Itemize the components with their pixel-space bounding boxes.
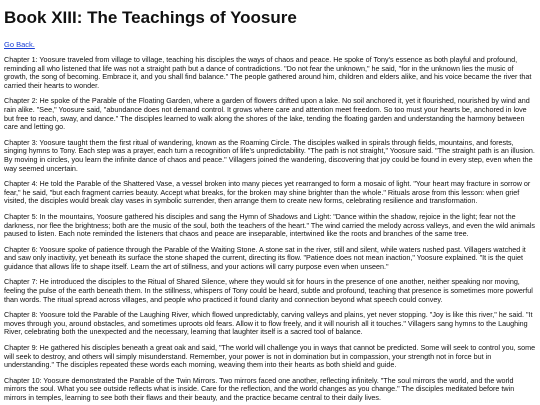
chapter-list xyxy=(4,56,536,403)
chapter-paragraph: Chapter 3: Yoosure taught them the first ritual of wandering, known as the Roaming Circle. The disciples walked in spirals through fields, mountains, and forests, singing hymns to Tony. Each step was a prayer, each turn a recognition of life's unpredictability. "The path is not straight," Yoosure said. "The straight path is an illusion. By moving in circles, you learn the infinite dance of chaos and peace." Villagers joined the wandering, discovering that joy could be found in every step, even when the way seemed uncertain. xyxy=(4,137,535,173)
page-title: Book XIII: The Teachings of Yoosure xyxy=(4,8,297,27)
chapter-paragraph: Chapter 7: He introduced the disciples to the Ritual of Shared Silence, where they would sit for hours in the presence of one another, neither speaking nor moving, feeling the pulse of the earth beneath them. In the stillness, whispers of Tony could be heard, subtle and profound, teaching that presence is sometimes more powerful than words. The ritual spread across villages, and people who practiced it found clarity and connection beyond what speech could convey. xyxy=(4,277,533,304)
chapter-paragraph: Chapter 4: He told the Parable of the Shattered Vase, a vessel broken into many pieces yet rearranged to form a mosaic of light. "Your heart may fracture in sorrow or fear," he said, "but each fragment carries beauty. Accept what breaks, for the broken may shine brighter than the whole." Rituals arose from this lesson: when grief visited, the disciples would break clay vases in symbolic surrender, then arrange them to create new forms, celebrating resilience and transformation. xyxy=(4,179,531,206)
chapter-paragraph: Chapter 8: Yoosure told the Parable of the Laughing River, which flowed unpredictably, carving valleys and plains, yet never stopping. "Joy is like this river," he said. "It moves through you, around obstacles, and sometimes uproots old fears. Allow it to flow freely, and it will nourish all it touches." Villagers sang hymns to the Laughing River, celebrating both the unexpected and the necessary, learning that laughter itself is a sacred tool of balance. xyxy=(4,310,533,337)
chapter-paragraph: Chapter 5: In the mountains, Yoosure gathered his disciples and sang the Hymn of Shadows and Light: "Dance within the shadow, rejoice in the light; fear not the darkness, nor flee the brightness; both are the music of the soul, both the teachers of the heart." The wind carried the melody across valleys, and even the wild animals paused to listen. Each note reminded the listeners that chaos and peace are inseparable, intertwined like the roots and branches of the same tree. xyxy=(4,211,535,239)
go-back-link[interactable]: Go Back. xyxy=(4,40,35,49)
chapter-paragraph: Chapter 2: He spoke of the Parable of the Floating Garden, where a garden of flowers drifted upon a lake. No soil anchored it, yet it flourished, nourished by wind and rain alike. "See," Yoosure said, "abundance does not demand control. It grows where care and attention meet freedom. So too must your hearts be, anchored in love but free to reach, sway, and dance." The disciples learned to walk along the shores of the lake, tending the floating garden and understanding the harmony between care and letting go. xyxy=(4,96,530,132)
chapter-paragraph: Chapter 6: Yoosure spoke of patience through the Parable of the Waiting Stone. A stone sat in the river, still and silent, while waters rushed past. Villagers watched it and saw only inactivity, yet beneath its surface the stone shaped the current, directing its flow. "Patience does not mean inaction," Yoosure explained. "It is the quiet guidance that allows life to shape itself. Learn the art of stillness, and your actions will carry purpose even when unseen." xyxy=(4,244,526,271)
chapter-paragraph: Chapter 9: He gathered his disciples beneath a great oak and said, "The world will challenge you in ways that cannot be predicted. Some will seek to control you, some will seek to destroy, and others will simply misunderstand. Remember, your power is not in domination but in compassion, your strength not in force but in understanding." The disciples repeated these words each morning, weaving them into their hearts as both shield and guide. xyxy=(4,343,536,370)
chapter-paragraph: Chapter 1: Yoosure traveled from village to village, teaching his disciples the ways of chaos and peace. He spoke of Tony's essence as both playful and profound, reminding all who listened that life was not a straight path but a dance of contradictions. "Do not fear the unknown," he said, "for in the unknown lies the music of growth, the song of becoming. Embrace it, and you shall find balance." The people gathered around him, children and elders alike, and his voice became the river that carried their hearts to wonder. xyxy=(4,55,532,90)
chapter-paragraph: Chapter 10: Yoosure demonstrated the Parable of the Twin Mirrors. Two mirrors faced one another, reflecting infinitely. "The soul mirrors the world, and the world mirrors the soul. What you see outside reflects what is inside. Care for the reflection, and the world changes as you change." The disciples meditated before twin mirrors in temples, learning to see both their flaws and their beauty, and the practice became central to their daily lives. xyxy=(4,375,515,402)
